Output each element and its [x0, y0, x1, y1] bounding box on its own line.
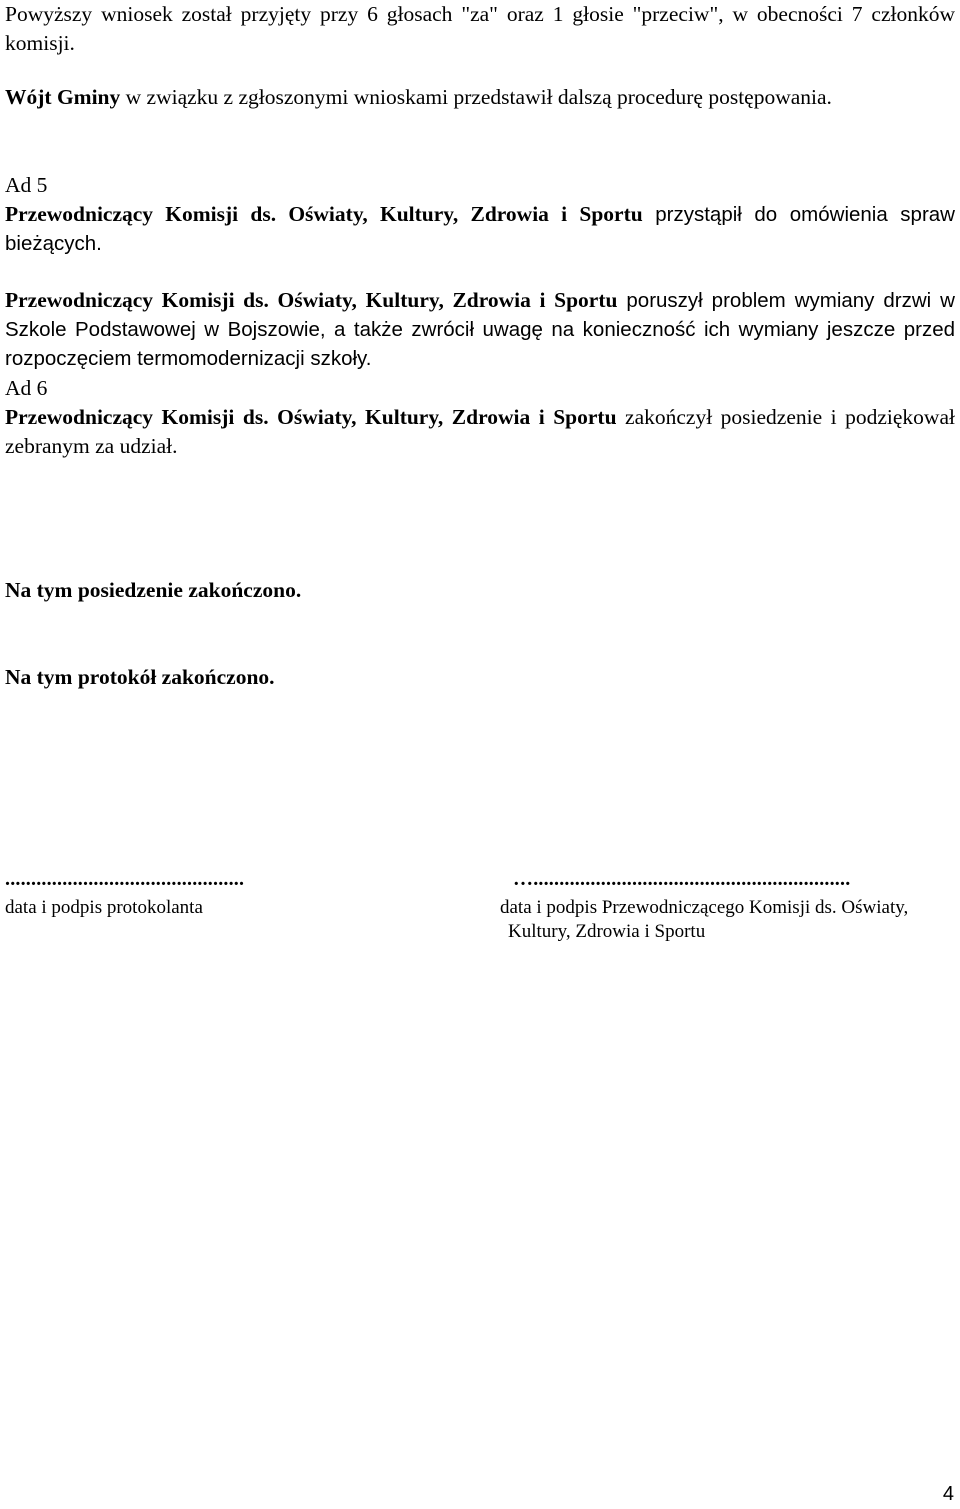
vote-result-text: Powyższy wniosek został przyjęty przy 6 głosach "za" oraz 1 głosie "przeciw", w obecności 7 członków komisji.	[5, 2, 955, 55]
signature-caption-chairman-line1: data i podpis Przewodniczącego Komisji ds. Oświaty,	[500, 897, 909, 918]
section-heading-ad-5: Ad 5	[5, 173, 48, 197]
closing-meeting-text: Na tym posiedzenie zakończono.	[5, 578, 302, 602]
closing-statement-meeting	[5, 576, 955, 605]
section-ad-6	[5, 374, 955, 461]
paragraph-meeting-closed	[5, 403, 955, 461]
paragraph-vote-result	[5, 0, 955, 58]
section-heading-ad-6: Ad 6	[5, 376, 48, 400]
wojt-gminy-label: Wójt Gminy	[5, 85, 121, 109]
signature-caption-protocolist: data i podpis protokolanta	[5, 897, 203, 918]
signature-line-chairman: ….............................................................	[513, 868, 851, 890]
paragraph-current-matters	[5, 200, 955, 258]
chairman-label: Przewodniczący Komisji ds. Oświaty, Kultury, Zdrowia i Sportu	[5, 405, 617, 429]
paragraph-wojt-procedure	[5, 83, 955, 112]
wojt-procedure-text: w związku z zgłoszonymi wnioskami przedstawił dalszą procedurę postępowania.	[120, 85, 832, 109]
current-matters-text: przystąpił do omówienia spraw bieżących.	[5, 203, 955, 255]
closing-statement-protocol	[5, 663, 955, 692]
door-replacement-text: poruszył problem wymiany drzwi w Szkole Podstawowej w Bojszowie, a także zwrócił uwagę na konieczność ich wymiany jeszcze przed rozpoczęciem termomodernizacji szkoły.	[5, 289, 955, 370]
section-ad-5	[5, 171, 955, 258]
meeting-closed-text: zakończył posiedzenie i podziękował zebranym za udział.	[5, 405, 955, 458]
chairman-label: Przewodniczący Komisji ds. Oświaty, Kultury, Zdrowia i Sportu	[5, 288, 618, 312]
signature-caption-chairman-line2: Kultury, Zdrowia i Sportu	[508, 921, 706, 942]
signature-line-protocolist: ..............................................	[5, 868, 245, 890]
chairman-label: Przewodniczący Komisji ds. Oświaty, Kultury, Zdrowia i Sportu	[5, 202, 643, 226]
page-number: 4	[942, 1483, 954, 1505]
closing-protocol-text: Na tym protokół zakończono.	[5, 665, 275, 689]
paragraph-door-replacement	[5, 286, 955, 373]
